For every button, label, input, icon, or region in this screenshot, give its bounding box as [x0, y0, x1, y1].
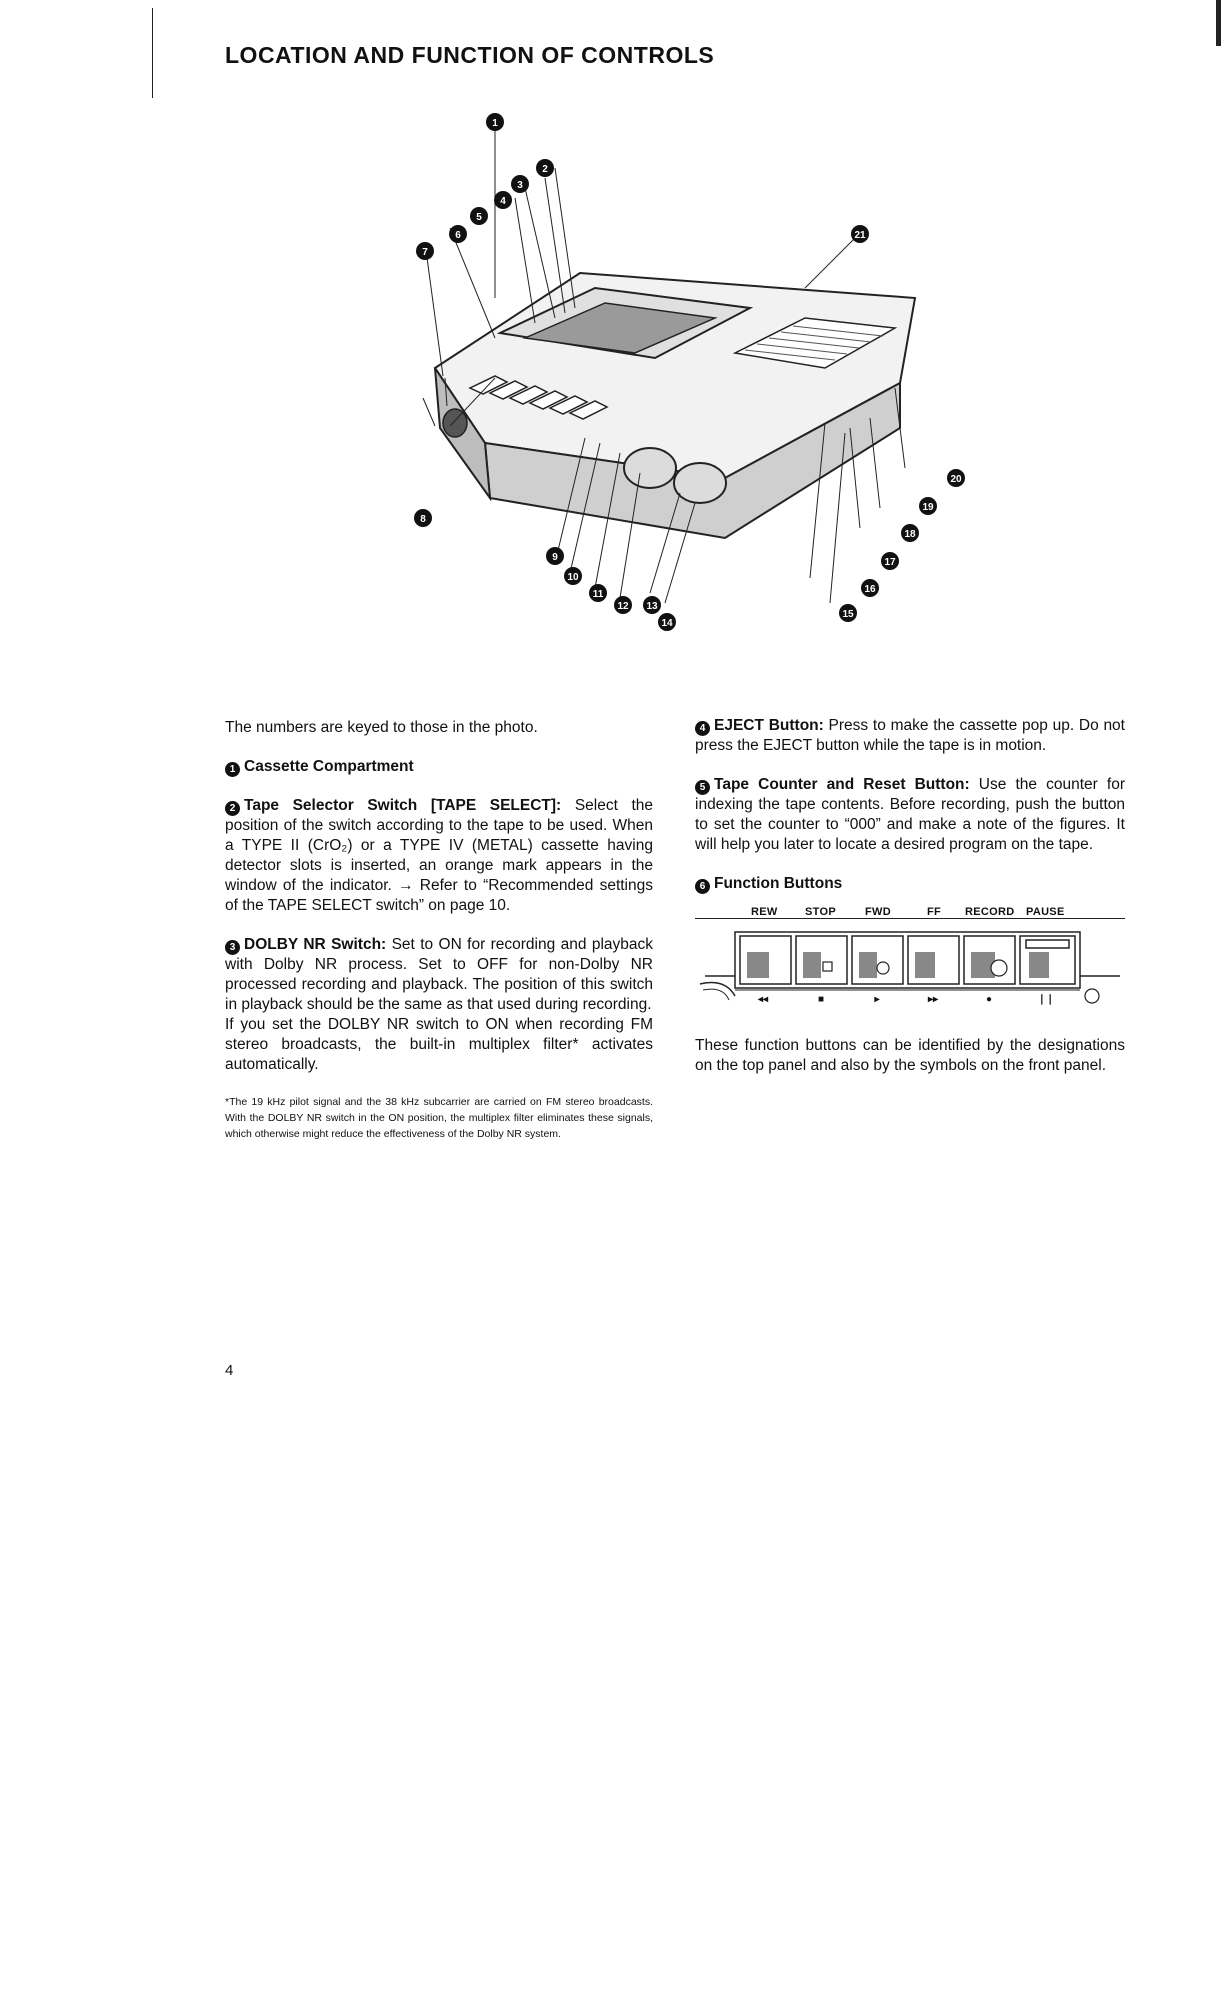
callout-12	[614, 596, 632, 614]
number-badge: 5	[695, 780, 710, 795]
callout-17	[881, 552, 899, 570]
svg-text:21: 21	[854, 230, 866, 241]
svg-text:1: 1	[492, 118, 498, 129]
callout-8	[414, 509, 432, 527]
item-heading: Tape Selector Switch [TAPE SELECT]:	[244, 797, 562, 814]
item-heading: DOLBY NR Switch:	[244, 936, 387, 953]
svg-text:12: 12	[617, 601, 629, 612]
callout-3	[511, 175, 529, 193]
callout-15	[839, 604, 857, 622]
item-dolby-nr	[225, 935, 653, 1015]
svg-text:6: 6	[455, 230, 461, 241]
callout-20	[947, 469, 965, 487]
callout-13	[643, 596, 661, 614]
label-ff: FF	[927, 906, 942, 918]
callout-14	[658, 613, 676, 631]
label-fwd: FWD	[865, 906, 891, 918]
svg-text:19: 19	[922, 502, 934, 513]
callout-5	[470, 207, 488, 225]
intro-text: The numbers are keyed to those in the photo.	[225, 719, 538, 736]
callout-10	[564, 567, 582, 585]
number-badge: 4	[695, 721, 710, 736]
buttons-graphic	[695, 918, 1125, 1018]
svg-text:14: 14	[661, 618, 673, 629]
number-badge: 6	[695, 879, 710, 894]
number-badge: 2	[225, 801, 240, 816]
callout-6	[449, 225, 467, 243]
label-pause: PAUSE	[1026, 906, 1065, 918]
function-buttons-diagram	[695, 902, 1125, 1022]
svg-text:5: 5	[476, 212, 482, 223]
callout-4	[494, 191, 512, 209]
fwd-symbol: ▸	[874, 994, 880, 1005]
left-column	[225, 718, 653, 1142]
cassette-deck-illustration	[395, 118, 995, 638]
item-heading: Function Buttons	[714, 875, 843, 892]
label-rew: REW	[751, 906, 778, 918]
button-labels-row	[695, 902, 1125, 919]
label-record: RECORD	[965, 906, 1015, 918]
item-tape-counter	[695, 775, 1125, 855]
number-badge: 3	[225, 940, 240, 955]
svg-text:16: 16	[864, 584, 876, 595]
callout-1	[486, 113, 504, 131]
scan-edge-line-left	[152, 8, 153, 98]
knob-icon	[1085, 989, 1099, 1003]
item-body: Press to make the cassette pop up. Do not press the EJECT button while the tape is in motion.	[695, 717, 1125, 754]
callout-18	[901, 524, 919, 542]
svg-text:13: 13	[646, 601, 658, 612]
item-tape-selector	[225, 796, 653, 916]
svg-text:4: 4	[500, 196, 506, 207]
callout-21	[851, 225, 869, 243]
callout-19	[919, 497, 937, 515]
item-heading: Tape Counter and Reset Button:	[714, 776, 970, 793]
right-column	[695, 716, 1125, 1095]
svg-text:3: 3	[517, 180, 523, 191]
svg-text:2: 2	[542, 164, 548, 175]
pause-symbol: ❘❘	[1037, 994, 1055, 1005]
item-body: Select the position of the switch according to the tape to be used. When a TYPE II (CrO₂) or a TYPE IV (METAL) cassette having detector slots is inserted, an orange mark appears in the window of the indicator. → Refer to “Recommended settings of the TAPE SELECT switch” on page 10.	[225, 797, 654, 914]
number-badge: 1	[225, 762, 240, 777]
page-number: 4	[225, 1362, 234, 1379]
label-stop: STOP	[805, 906, 836, 918]
item-eject	[695, 716, 1125, 756]
svg-text:20: 20	[950, 474, 962, 485]
callout-2	[536, 159, 554, 177]
svg-text:8: 8	[420, 514, 426, 525]
item-heading: Cassette Compartment	[244, 758, 414, 775]
footnote: *The 19 kHz pilot signal and the 38 kHz subcarrier are carried on FM stereo broadcasts. With the DOLBY NR switch in the ON position, the multiplex filter eliminates these signals, which otherwise might reduce the effectiveness of the Dolby NR system.	[225, 1096, 653, 1140]
svg-text:10: 10	[567, 572, 579, 583]
callout-16	[861, 579, 879, 597]
record-symbol: ●	[985, 994, 993, 1005]
svg-text:15: 15	[842, 609, 854, 620]
item-heading: EJECT Button:	[714, 717, 824, 734]
svg-text:17: 17	[884, 557, 896, 568]
item-dolby-nr-continued: If you set the DOLBY NR switch to ON when recording FM stereo broadcasts, the built-in multiplex filter* activates automatically.	[225, 1016, 653, 1073]
stop-symbol: ■	[817, 994, 825, 1005]
svg-text:11: 11	[592, 589, 604, 600]
item-function-buttons	[695, 874, 1125, 894]
function-buttons-description: These function buttons can be identified by the designations on the top panel and also by the symbols on the front panel.	[695, 1037, 1125, 1074]
svg-text:9: 9	[552, 552, 558, 563]
ff-symbol: ▸▸	[927, 994, 939, 1005]
item-body: Use the counter for indexing the tape contents. Before recording, push the button to set the counter to “000” and make a note of the figures. It will help you later to locate a desired program on the tape.	[695, 776, 1125, 853]
svg-text:18: 18	[904, 529, 916, 540]
callout-7	[416, 242, 434, 260]
page-title: LOCATION AND FUNCTION OF CONTROLS	[225, 42, 715, 68]
callout-11	[589, 584, 607, 602]
svg-text:7: 7	[422, 247, 428, 258]
callout-9	[546, 547, 564, 565]
item-cassette-compartment	[225, 757, 653, 777]
scan-edge-line-right	[1216, 0, 1221, 46]
item-body: Set to ON for recording and playback with Dolby NR process. Set to OFF for non-Dolby NR processed recording and playback. The position of this switch in playback should be the same as that used during recording.	[225, 936, 653, 1013]
rew-symbol: ◂◂	[757, 994, 769, 1005]
